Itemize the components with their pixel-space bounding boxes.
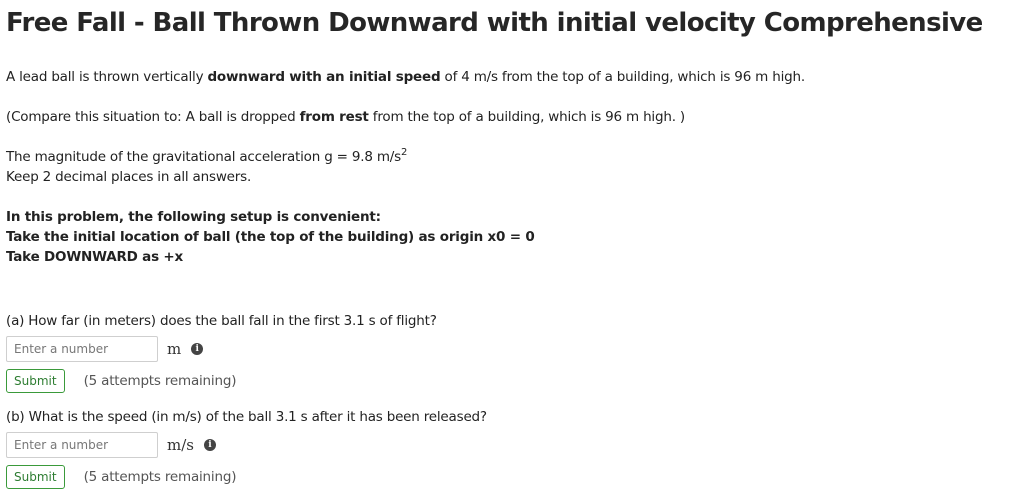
compare-emphasis: from rest xyxy=(299,109,369,125)
question-a-submit-button[interactable]: Submit xyxy=(6,369,65,393)
setup-line-3: Take DOWNWARD as +x xyxy=(6,249,184,265)
gravity-exponent: 2 xyxy=(400,146,408,158)
info-icon[interactable]: i xyxy=(204,439,216,451)
question-b-answer-input[interactable] xyxy=(6,432,158,458)
comparison-note xyxy=(6,107,1018,127)
question-b-submit-row xyxy=(6,465,1018,489)
gravity-statement xyxy=(6,147,1018,167)
question-a-answer-input[interactable] xyxy=(6,336,158,362)
question-b-attempts-remaining: (5 attempts remaining) xyxy=(83,469,237,485)
setup-line-2: Take the initial location of ball (the top of the building) as origin x0 = 0 xyxy=(6,229,535,245)
intro-text-end: of 4 m/s from the top of a building, which is 96 m high. xyxy=(440,69,805,85)
question-a-attempts-remaining: (5 attempts remaining) xyxy=(83,373,237,389)
problem-intro xyxy=(6,67,1018,87)
question-a-prompt: (a) How far (in meters) does the ball fall in the first 3.1 s of flight? xyxy=(6,313,437,329)
page-title: Free Fall - Ball Thrown Downward with initial velocity Comprehensive xyxy=(6,8,983,38)
info-icon[interactable]: i xyxy=(191,343,203,355)
question-b-prompt: (b) What is the speed (in m/s) of the ball 3.1 s after it has been released? xyxy=(6,409,487,425)
question-b-answer-row xyxy=(6,432,1018,458)
question-b-submit-button[interactable]: Submit xyxy=(6,465,65,489)
intro-text: A lead ball is thrown vertically xyxy=(6,69,208,85)
setup-line-1: In this problem, the following setup is convenient: xyxy=(6,209,381,225)
compare-text: (Compare this situation to: A ball is dropped xyxy=(6,109,300,125)
compare-text-end: from the top of a building, which is 96 m high. ) xyxy=(368,109,685,125)
question-a-submit-row xyxy=(6,369,1018,393)
intro-emphasis: downward with an initial speed xyxy=(207,69,441,85)
question-a-answer-row xyxy=(6,336,1018,362)
decimals-instruction: Keep 2 decimal places in all answers. xyxy=(6,169,252,185)
question-a-unit: m xyxy=(167,340,182,358)
setup-instructions xyxy=(6,207,1018,267)
question-b xyxy=(6,407,1018,489)
question-a xyxy=(6,311,1018,393)
gravity-text: The magnitude of the gravitational acceleration g = 9.8 m/s xyxy=(6,149,401,165)
question-b-unit: m/s xyxy=(167,436,194,454)
